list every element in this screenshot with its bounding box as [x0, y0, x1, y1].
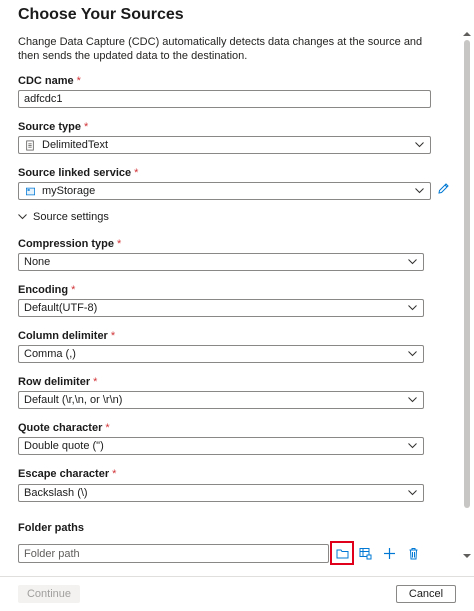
scroll-up-arrow-icon[interactable]	[463, 31, 471, 37]
escape-character-label: Escape character *	[18, 468, 117, 480]
delimited-text-file-icon	[24, 139, 36, 151]
panel-description: Change Data Capture (CDC) automatically detects data changes at the source and then sends the updated data to the destination.	[18, 36, 423, 62]
source-type-label: Source type *	[18, 121, 89, 133]
select-table-icon[interactable]	[355, 544, 375, 563]
panel-title: Choose Your Sources	[18, 6, 184, 23]
storage-account-icon	[24, 185, 36, 197]
delete-icon[interactable]	[403, 544, 423, 563]
source-linked-service-label: Source linked service *	[18, 167, 139, 179]
row-delimiter-label: Row delimiter *	[18, 376, 98, 388]
cdc-name-input[interactable]: adfcdc1	[18, 90, 431, 108]
source-linked-service-dropdown[interactable]: myStorage	[18, 182, 431, 200]
chevron-down-icon	[413, 183, 425, 199]
folder-paths-label: Folder paths	[18, 522, 85, 534]
compression-type-dropdown[interactable]: None	[18, 253, 424, 271]
chevron-down-icon	[406, 346, 418, 362]
source-settings-label: Source settings	[33, 211, 109, 223]
chevron-down-icon	[413, 137, 425, 153]
edit-pencil-icon[interactable]	[437, 182, 450, 195]
add-icon[interactable]	[379, 544, 399, 563]
chevron-down-icon	[18, 214, 27, 220]
source-settings-toggle[interactable]	[18, 211, 109, 223]
browse-folder-icon[interactable]	[332, 544, 352, 563]
cdc-name-label: CDC name *	[18, 75, 81, 87]
scroll-down-arrow-icon[interactable]	[463, 553, 471, 559]
quote-character-dropdown[interactable]: Double quote (")	[18, 437, 424, 455]
chevron-down-icon	[406, 438, 418, 454]
compression-type-label: Compression type *	[18, 238, 122, 250]
encoding-label: Encoding *	[18, 284, 76, 296]
continue-button[interactable]: Continue	[18, 585, 80, 603]
row-delimiter-dropdown[interactable]: Default (\r,\n, or \r\n)	[18, 391, 424, 409]
quote-character-label: Quote character *	[18, 422, 110, 434]
escape-character-dropdown[interactable]: Backslash (\)	[18, 484, 424, 502]
source-type-dropdown[interactable]: DelimitedText	[18, 136, 431, 154]
encoding-dropdown[interactable]: Default(UTF-8)	[18, 299, 424, 317]
chevron-down-icon	[406, 392, 418, 408]
cancel-button[interactable]: Cancel	[396, 585, 456, 603]
scrollbar-thumb[interactable]	[464, 40, 470, 508]
chevron-down-icon	[406, 254, 418, 270]
folder-path-input[interactable]	[18, 544, 329, 563]
chevron-down-icon	[406, 485, 418, 501]
column-delimiter-dropdown[interactable]: Comma (,)	[18, 345, 424, 363]
column-delimiter-label: Column delimiter *	[18, 330, 116, 342]
chevron-down-icon	[406, 300, 418, 316]
